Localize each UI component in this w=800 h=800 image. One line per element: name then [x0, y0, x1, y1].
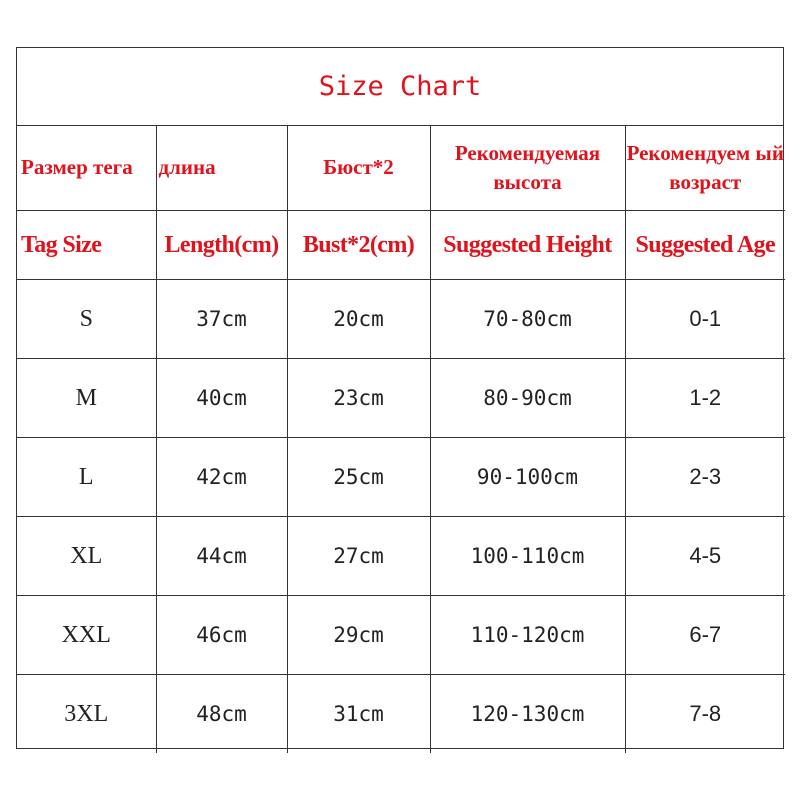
cell-length: 44cm: [156, 517, 287, 596]
table-row: [17, 438, 785, 517]
cell-age: 7-8: [625, 675, 785, 754]
table-row: [17, 517, 785, 596]
cell-size: XXL: [17, 596, 156, 675]
cell-size: 3XL: [17, 675, 156, 754]
header-en-length: Length(cm): [156, 211, 287, 280]
cell-bust: 25cm: [287, 438, 430, 517]
cell-bust: 23cm: [287, 359, 430, 438]
table-row: [17, 359, 785, 438]
cell-size: M: [17, 359, 156, 438]
header-ru-age: Рекомендуем ый возраст: [625, 126, 785, 211]
cell-length: 37cm: [156, 280, 287, 359]
cell-height: 70-80cm: [430, 280, 625, 359]
header-ru-height: Рекомендуемая высота: [430, 126, 625, 211]
size-table: [17, 126, 785, 753]
cell-age: 0-1: [625, 280, 785, 359]
cell-length: 46cm: [156, 596, 287, 675]
table-row: [17, 675, 785, 754]
cell-size: S: [17, 280, 156, 359]
header-ru-length: длина: [156, 126, 287, 211]
cell-length: 48cm: [156, 675, 287, 754]
header-en-age: Suggested Age: [625, 211, 785, 280]
table-row: [17, 280, 785, 359]
cell-bust: 27cm: [287, 517, 430, 596]
cell-bust: 29cm: [287, 596, 430, 675]
cell-age: 6-7: [625, 596, 785, 675]
header-ru-bust: Бюст*2: [287, 126, 430, 211]
header-en-tag-size: Tag Size: [17, 211, 156, 280]
table-row: [17, 596, 785, 675]
header-en-bust: Bust*2(cm): [287, 211, 430, 280]
cell-height: 90-100cm: [430, 438, 625, 517]
cell-bust: 31cm: [287, 675, 430, 754]
cell-length: 42cm: [156, 438, 287, 517]
cell-size: XL: [17, 517, 156, 596]
cell-height: 120-130cm: [430, 675, 625, 754]
cell-height: 100-110cm: [430, 517, 625, 596]
header-en-height: Suggested Height: [430, 211, 625, 280]
cell-height: 110-120cm: [430, 596, 625, 675]
cell-height: 80-90cm: [430, 359, 625, 438]
header-ru-tag-size: Размер тега: [17, 126, 156, 211]
chart-title: Size Chart: [17, 48, 783, 126]
cell-age: 2-3: [625, 438, 785, 517]
cell-length: 40cm: [156, 359, 287, 438]
cell-size: L: [17, 438, 156, 517]
cell-bust: 20cm: [287, 280, 430, 359]
header-row-english: [17, 211, 785, 280]
cell-age: 4-5: [625, 517, 785, 596]
cell-age: 1-2: [625, 359, 785, 438]
size-chart: [16, 47, 784, 749]
header-row-russian: [17, 126, 785, 211]
